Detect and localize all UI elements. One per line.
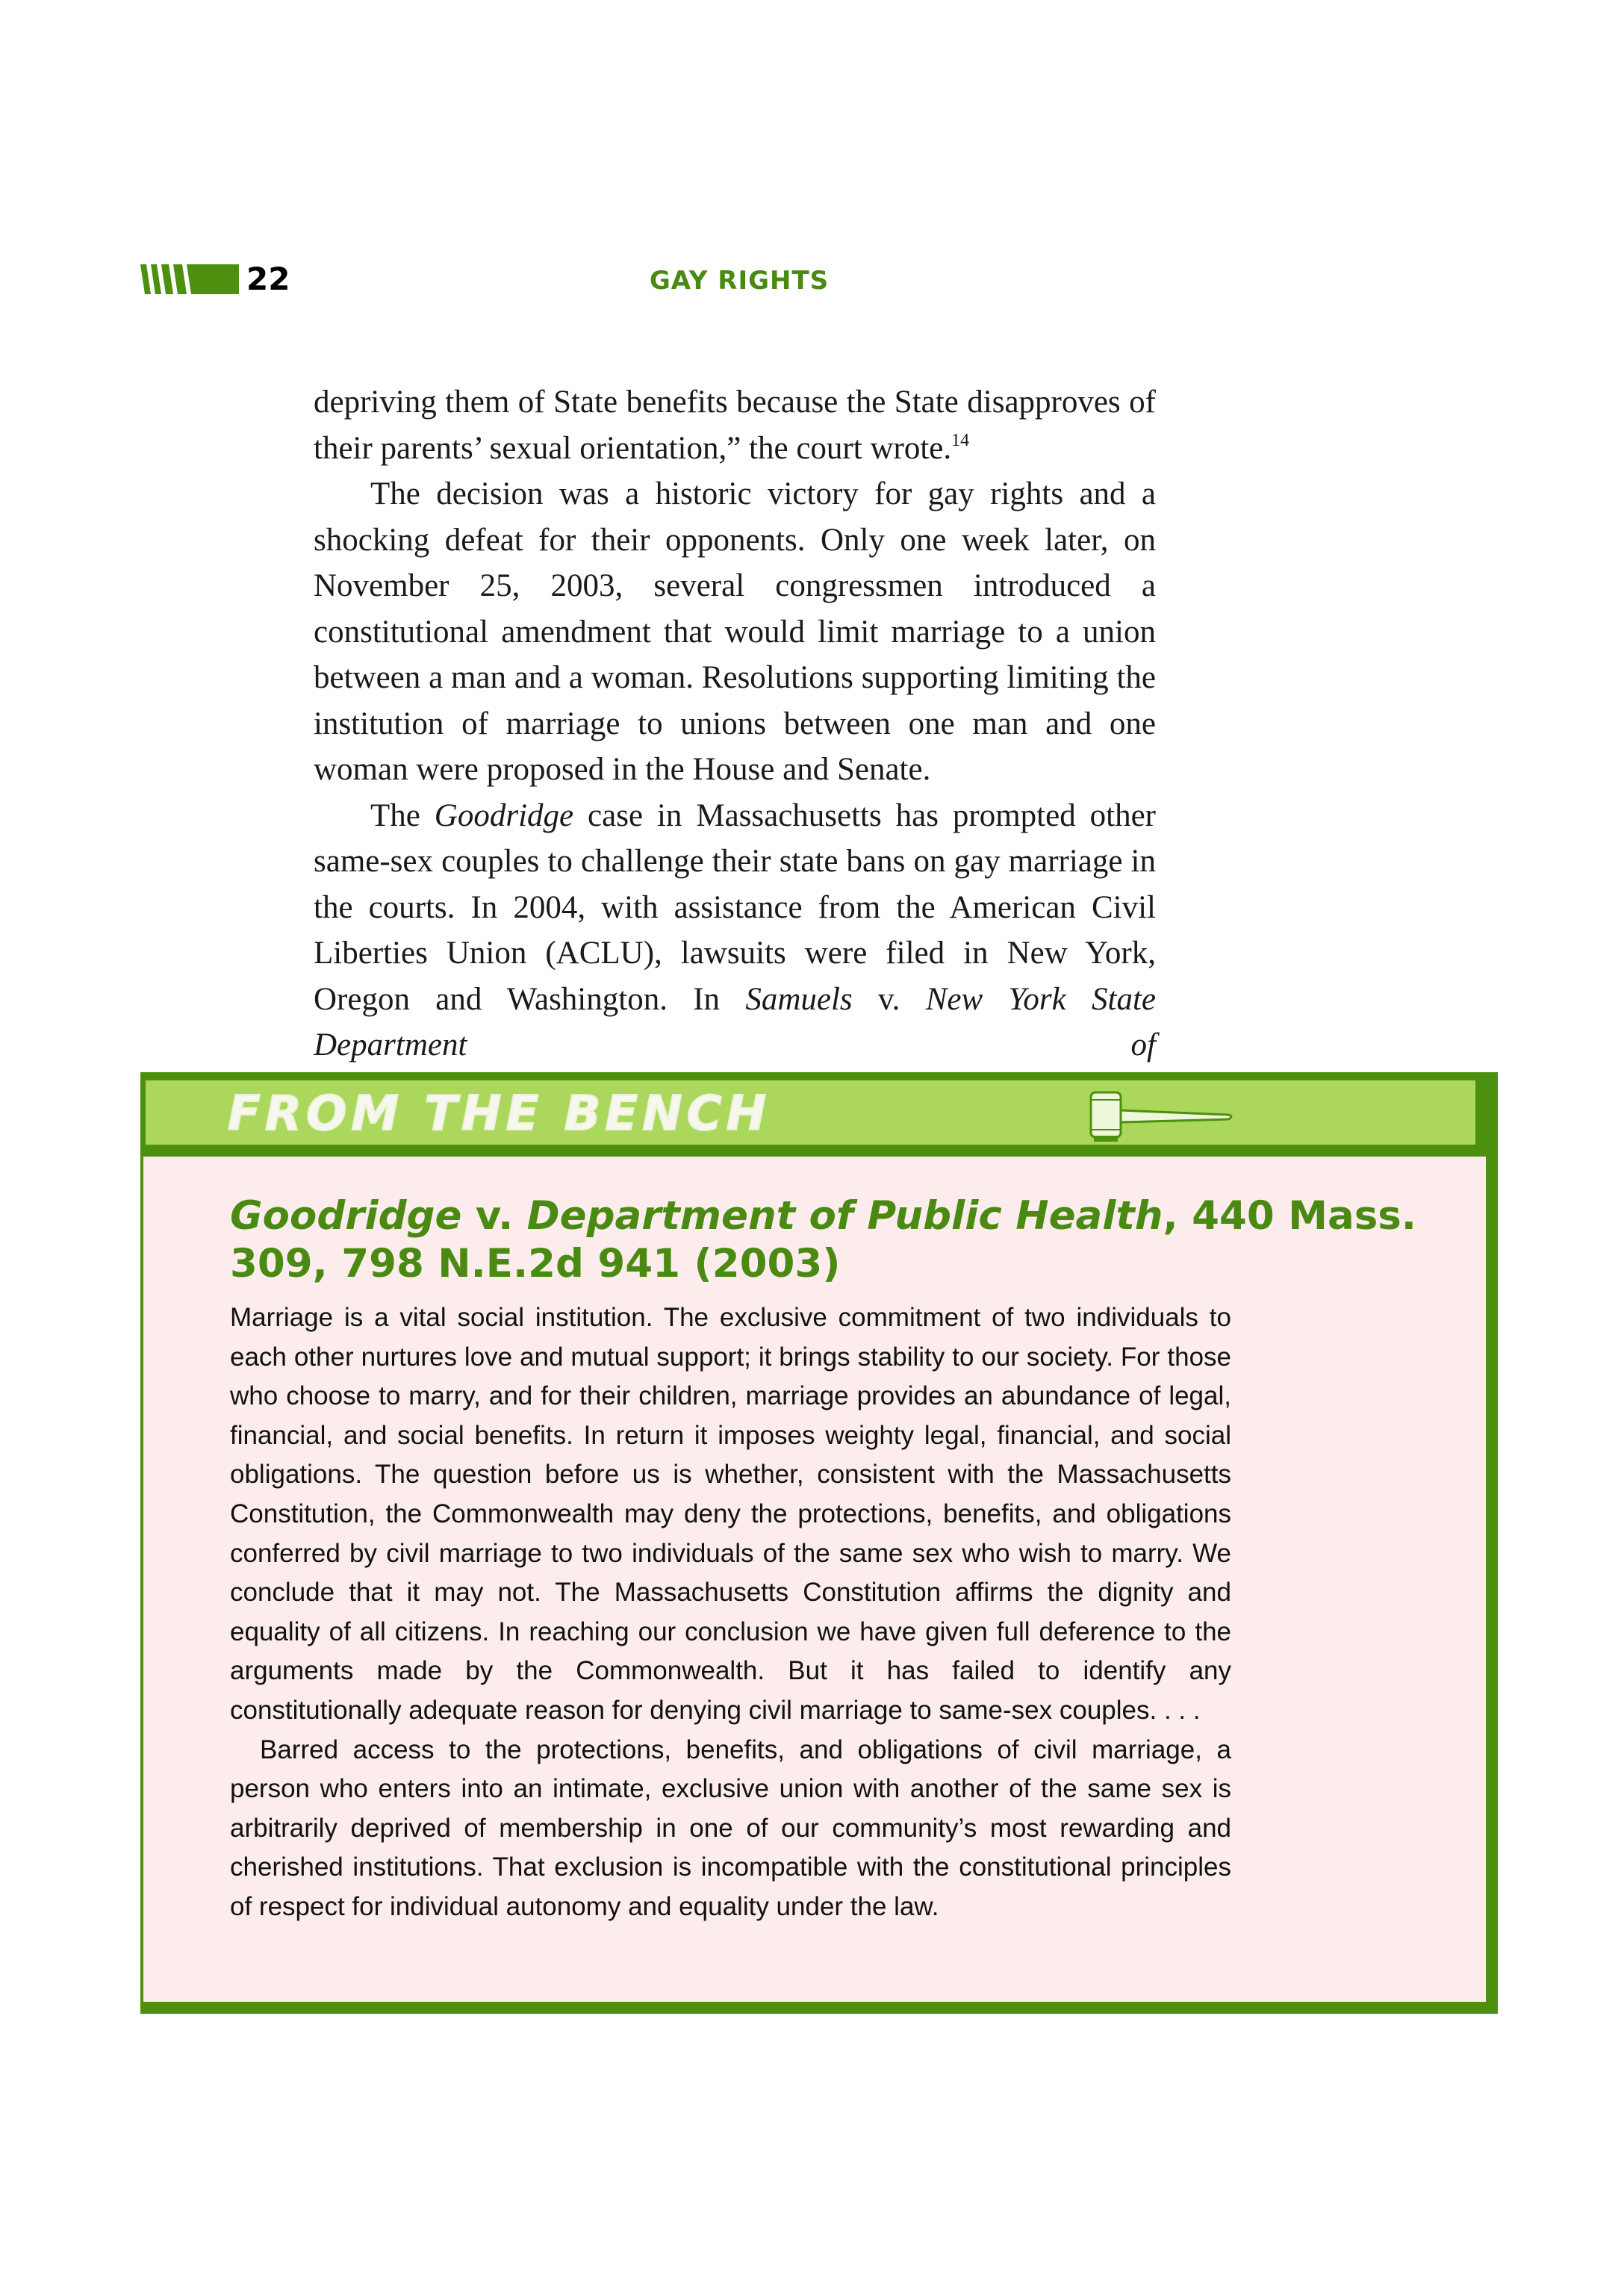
case-title: Goodridge v. Department of Public Health, 440 Mass. 309, 798 N.E.2d 941 (2003) — [230, 1193, 1416, 1287]
body-text — [314, 379, 1156, 1068]
sidebar-banner — [143, 1080, 1486, 1157]
sidebar-quote — [230, 1298, 1231, 1927]
running-title: GAY RIGHTS — [649, 266, 830, 296]
sidebar-banner-title: FROM THE BENCH — [228, 1086, 771, 1142]
gavel-icon — [1086, 1089, 1236, 1145]
from-the-bench-sidebar — [140, 1072, 1498, 2014]
paragraph-1: depriving them of State benefits because the State disapproves of their parents’ sexual orientation,” the court wrote.$^{14}$ — [314, 385, 1156, 466]
sidebar-paragraph-2: Barred access to the protections, benefits, and obligations of civil marriage, a person who enters into an intimate, exclusive union with another of the same sex is arbitrarily deprived of membership in one of our community’s most rewarding and cherished institutions. That exclusion is incompatible with the constitutional principles of respect for individual autonomy and equality under the law. — [230, 1735, 1231, 1921]
paragraph-3: The Goodridge case in Massachusetts has prompted other same-sex couples to challenge their state bans on gay marriage in the courts. In 2004, with assistance from the American Civil Liberties Union (ACLU), lawsuits were filed in New York, Oregon and Washington. In Samuels v. New York State Department of — [314, 797, 1156, 1063]
footnote-reference[interactable]: 14 — [951, 430, 970, 450]
sidebar-paragraph-1: Marriage is a vital social institution. The exclusive commitment of two individuals to each other nurtures love and mutual support; it brings stability to our society. For those who choose to marry, and for their children, marriage provides an abundance of legal, financial, and social benefits. In return it imposes weighty legal, financial, and social obligations. The question before us is whether, consistent with the Massachusetts Constitution, the Commonwealth may deny the protections, benefits, and obligations conferred by civil marriage to two individuals of the same sex who wish to marry. We conclude that it may not. The Massachusetts Constitution affirms the dignity and equality of all citizens. In reaching our conclusion we have given full deference to the arguments made by the Commonwealth. But it has failed to identify any constitutionally adequate reason for denying civil marriage to same-sex couples. . . . — [230, 1303, 1231, 1725]
paragraph-2: The decision was a historic victory for gay rights and a shocking defeat for their opponents. Only one week later, on November 25, 2003, several congressmen introduced a constitutional amendment that would limit marriage to a union between a man and a woman. Resolutions supporting limiting the institution of marriage to unions between one man and one woman were proposed in the House and Senate. — [314, 476, 1156, 787]
page-number: 22 — [246, 261, 290, 297]
